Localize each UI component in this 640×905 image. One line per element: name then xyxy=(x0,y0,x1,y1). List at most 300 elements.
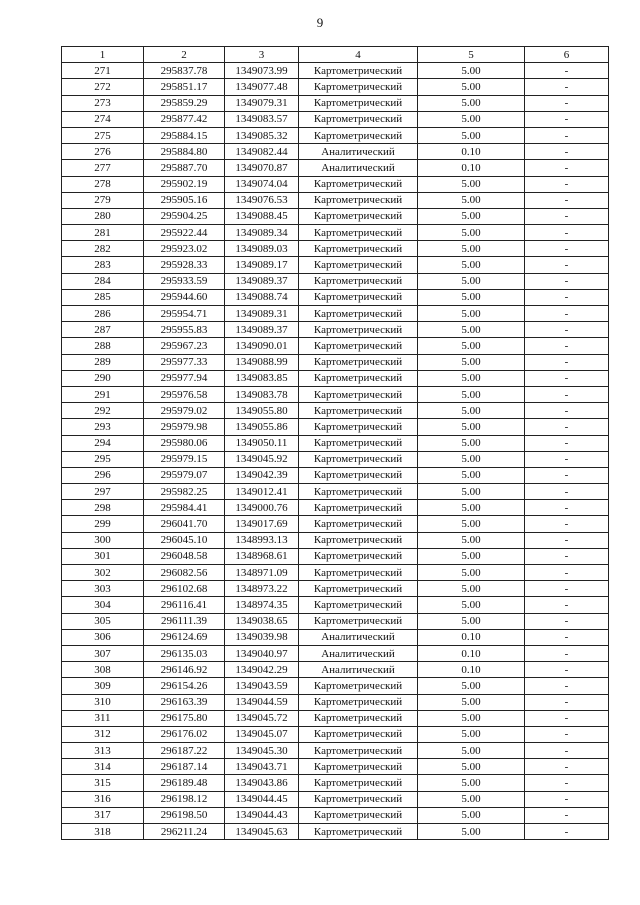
coord-x-cell: 295887.70 xyxy=(144,160,225,176)
coord-y-cell: 1349044.45 xyxy=(225,791,299,807)
note-cell: - xyxy=(525,273,609,289)
coord-x-cell: 295977.94 xyxy=(144,370,225,386)
column-header: 1 xyxy=(62,47,144,63)
accuracy-cell: 5.00 xyxy=(418,597,525,613)
accuracy-cell: 5.00 xyxy=(418,63,525,79)
coord-x-cell: 295954.71 xyxy=(144,306,225,322)
coord-x-cell: 295955.83 xyxy=(144,322,225,338)
table-row xyxy=(62,581,609,597)
coord-x-cell: 295933.59 xyxy=(144,273,225,289)
point-number-cell: 283 xyxy=(62,257,144,273)
point-number-cell: 304 xyxy=(62,597,144,613)
method-cell: Картометрический xyxy=(299,386,418,402)
coord-y-cell: 1349088.74 xyxy=(225,289,299,305)
method-cell: Картометрический xyxy=(299,176,418,192)
coord-y-cell: 1349070.87 xyxy=(225,160,299,176)
note-cell: - xyxy=(525,581,609,597)
method-cell: Картометрический xyxy=(299,208,418,224)
point-number-cell: 306 xyxy=(62,629,144,645)
table-row xyxy=(62,176,609,192)
note-cell: - xyxy=(525,759,609,775)
table-row xyxy=(62,484,609,500)
coord-y-cell: 1349017.69 xyxy=(225,516,299,532)
accuracy-cell: 5.00 xyxy=(418,370,525,386)
accuracy-cell: 5.00 xyxy=(418,516,525,532)
coord-x-cell: 296198.50 xyxy=(144,807,225,823)
coord-x-cell: 296045.10 xyxy=(144,532,225,548)
accuracy-cell: 5.00 xyxy=(418,111,525,127)
accuracy-cell: 0.10 xyxy=(418,662,525,678)
note-cell: - xyxy=(525,662,609,678)
coord-x-cell: 296102.68 xyxy=(144,581,225,597)
coord-y-cell: 1349082.44 xyxy=(225,144,299,160)
point-number-cell: 286 xyxy=(62,306,144,322)
method-cell: Картометрический xyxy=(299,127,418,143)
coord-y-cell: 1349083.57 xyxy=(225,111,299,127)
coord-x-cell: 295905.16 xyxy=(144,192,225,208)
coord-x-cell: 295923.02 xyxy=(144,241,225,257)
table-row xyxy=(62,95,609,111)
coord-y-cell: 1348968.61 xyxy=(225,548,299,564)
note-cell: - xyxy=(525,111,609,127)
note-cell: - xyxy=(525,613,609,629)
method-cell: Картометрический xyxy=(299,451,418,467)
coord-y-cell: 1349039.98 xyxy=(225,629,299,645)
point-number-cell: 317 xyxy=(62,807,144,823)
note-cell: - xyxy=(525,807,609,823)
coord-x-cell: 296135.03 xyxy=(144,645,225,661)
coord-y-cell: 1349043.59 xyxy=(225,678,299,694)
note-cell: - xyxy=(525,597,609,613)
note-cell: - xyxy=(525,678,609,694)
note-cell: - xyxy=(525,484,609,500)
coord-y-cell: 1349055.86 xyxy=(225,419,299,435)
accuracy-cell: 5.00 xyxy=(418,613,525,629)
table-row xyxy=(62,467,609,483)
coord-y-cell: 1349043.71 xyxy=(225,759,299,775)
coord-y-cell: 1349038.65 xyxy=(225,613,299,629)
point-number-cell: 272 xyxy=(62,79,144,95)
note-cell: - xyxy=(525,127,609,143)
point-number-cell: 271 xyxy=(62,63,144,79)
method-cell: Картометрический xyxy=(299,79,418,95)
column-header: 5 xyxy=(418,47,525,63)
table-row xyxy=(62,192,609,208)
method-cell: Картометрический xyxy=(299,403,418,419)
accuracy-cell: 5.00 xyxy=(418,95,525,111)
table-row xyxy=(62,338,609,354)
note-cell: - xyxy=(525,257,609,273)
point-number-cell: 281 xyxy=(62,225,144,241)
point-number-cell: 305 xyxy=(62,613,144,629)
point-number-cell: 274 xyxy=(62,111,144,127)
accuracy-cell: 5.00 xyxy=(418,176,525,192)
coord-x-cell: 295979.98 xyxy=(144,419,225,435)
coord-y-cell: 1349045.07 xyxy=(225,726,299,742)
point-number-cell: 311 xyxy=(62,710,144,726)
table-row xyxy=(62,403,609,419)
coord-y-cell: 1348993.13 xyxy=(225,532,299,548)
note-cell: - xyxy=(525,629,609,645)
table-row xyxy=(62,111,609,127)
coord-y-cell: 1349055.80 xyxy=(225,403,299,419)
accuracy-cell: 5.00 xyxy=(418,532,525,548)
coord-y-cell: 1349085.32 xyxy=(225,127,299,143)
method-cell: Картометрический xyxy=(299,354,418,370)
accuracy-cell: 5.00 xyxy=(418,694,525,710)
column-header: 2 xyxy=(144,47,225,63)
coord-x-cell: 295979.15 xyxy=(144,451,225,467)
page-number: 9 xyxy=(316,15,324,30)
coord-x-cell: 296187.14 xyxy=(144,759,225,775)
note-cell: - xyxy=(525,645,609,661)
point-number-cell: 296 xyxy=(62,467,144,483)
accuracy-cell: 5.00 xyxy=(418,743,525,759)
coord-x-cell: 296154.26 xyxy=(144,678,225,694)
table-row xyxy=(62,289,609,305)
accuracy-cell: 5.00 xyxy=(418,322,525,338)
note-cell: - xyxy=(525,775,609,791)
method-cell: Аналитический xyxy=(299,629,418,645)
coord-x-cell: 295979.02 xyxy=(144,403,225,419)
accuracy-cell: 5.00 xyxy=(418,678,525,694)
accuracy-cell: 5.00 xyxy=(418,79,525,95)
coord-y-cell: 1349012.41 xyxy=(225,484,299,500)
coord-x-cell: 295967.23 xyxy=(144,338,225,354)
coord-y-cell: 1349050.11 xyxy=(225,435,299,451)
coord-x-cell: 295980.06 xyxy=(144,435,225,451)
coord-x-cell: 296175.80 xyxy=(144,710,225,726)
accuracy-cell: 5.00 xyxy=(418,306,525,322)
note-cell: - xyxy=(525,791,609,807)
coord-x-cell: 296189.48 xyxy=(144,775,225,791)
accuracy-cell: 0.10 xyxy=(418,160,525,176)
point-number-cell: 316 xyxy=(62,791,144,807)
table-row xyxy=(62,516,609,532)
method-cell: Картометрический xyxy=(299,306,418,322)
coord-y-cell: 1349045.63 xyxy=(225,824,299,840)
coord-y-cell: 1349076.53 xyxy=(225,192,299,208)
coord-y-cell: 1349044.43 xyxy=(225,807,299,823)
note-cell: - xyxy=(525,500,609,516)
note-cell: - xyxy=(525,419,609,435)
method-cell: Картометрический xyxy=(299,241,418,257)
accuracy-cell: 5.00 xyxy=(418,726,525,742)
note-cell: - xyxy=(525,225,609,241)
table-row xyxy=(62,710,609,726)
accuracy-cell: 5.00 xyxy=(418,289,525,305)
coord-x-cell: 296048.58 xyxy=(144,548,225,564)
coord-x-cell: 296198.12 xyxy=(144,791,225,807)
column-header: 4 xyxy=(299,47,418,63)
method-cell: Картометрический xyxy=(299,565,418,581)
coord-x-cell: 295984.41 xyxy=(144,500,225,516)
coord-x-cell: 296111.39 xyxy=(144,613,225,629)
point-number-cell: 285 xyxy=(62,289,144,305)
accuracy-cell: 0.10 xyxy=(418,645,525,661)
note-cell: - xyxy=(525,710,609,726)
method-cell: Аналитический xyxy=(299,160,418,176)
coord-x-cell: 295976.58 xyxy=(144,386,225,402)
coord-y-cell: 1349045.30 xyxy=(225,743,299,759)
coord-x-cell: 295928.33 xyxy=(144,257,225,273)
method-cell: Аналитический xyxy=(299,662,418,678)
coord-y-cell: 1349043.86 xyxy=(225,775,299,791)
point-number-cell: 280 xyxy=(62,208,144,224)
note-cell: - xyxy=(525,451,609,467)
point-number-cell: 303 xyxy=(62,581,144,597)
point-number-cell: 302 xyxy=(62,565,144,581)
method-cell: Картометрический xyxy=(299,63,418,79)
method-cell: Картометрический xyxy=(299,581,418,597)
point-number-cell: 276 xyxy=(62,144,144,160)
coord-y-cell: 1349083.78 xyxy=(225,386,299,402)
table-row xyxy=(62,208,609,224)
table-row xyxy=(62,597,609,613)
coord-x-cell: 296211.24 xyxy=(144,824,225,840)
method-cell: Картометрический xyxy=(299,273,418,289)
column-header: 3 xyxy=(225,47,299,63)
coord-y-cell: 1349089.03 xyxy=(225,241,299,257)
method-cell: Картометрический xyxy=(299,775,418,791)
note-cell: - xyxy=(525,467,609,483)
table-row xyxy=(62,759,609,775)
point-number-cell: 294 xyxy=(62,435,144,451)
point-number-cell: 313 xyxy=(62,743,144,759)
note-cell: - xyxy=(525,338,609,354)
method-cell: Картометрический xyxy=(299,370,418,386)
note-cell: - xyxy=(525,386,609,402)
method-cell: Картометрический xyxy=(299,484,418,500)
point-number-cell: 309 xyxy=(62,678,144,694)
coord-y-cell: 1349089.34 xyxy=(225,225,299,241)
point-number-cell: 310 xyxy=(62,694,144,710)
table-row xyxy=(62,273,609,289)
accuracy-cell: 5.00 xyxy=(418,338,525,354)
method-cell: Картометрический xyxy=(299,726,418,742)
table-row xyxy=(62,419,609,435)
point-number-cell: 292 xyxy=(62,403,144,419)
method-cell: Картометрический xyxy=(299,759,418,775)
coord-y-cell: 1349044.59 xyxy=(225,694,299,710)
note-cell: - xyxy=(525,95,609,111)
method-cell: Картометрический xyxy=(299,516,418,532)
table-row xyxy=(62,241,609,257)
point-number-cell: 290 xyxy=(62,370,144,386)
accuracy-cell: 5.00 xyxy=(418,273,525,289)
coord-y-cell: 1349000.76 xyxy=(225,500,299,516)
method-cell: Картометрический xyxy=(299,322,418,338)
accuracy-cell: 5.00 xyxy=(418,581,525,597)
accuracy-cell: 5.00 xyxy=(418,759,525,775)
coord-x-cell: 296176.02 xyxy=(144,726,225,742)
coordinates-table xyxy=(61,46,609,840)
coord-y-cell: 1348973.22 xyxy=(225,581,299,597)
accuracy-cell: 5.00 xyxy=(418,467,525,483)
accuracy-cell: 5.00 xyxy=(418,208,525,224)
accuracy-cell: 5.00 xyxy=(418,565,525,581)
accuracy-cell: 5.00 xyxy=(418,824,525,840)
note-cell: - xyxy=(525,63,609,79)
accuracy-cell: 5.00 xyxy=(418,775,525,791)
table-row xyxy=(62,144,609,160)
point-number-cell: 273 xyxy=(62,95,144,111)
table-row xyxy=(62,532,609,548)
point-number-cell: 301 xyxy=(62,548,144,564)
coord-x-cell: 295904.25 xyxy=(144,208,225,224)
table-row xyxy=(62,743,609,759)
coord-x-cell: 295979.07 xyxy=(144,467,225,483)
accuracy-cell: 5.00 xyxy=(418,225,525,241)
method-cell: Картометрический xyxy=(299,824,418,840)
method-cell: Картометрический xyxy=(299,338,418,354)
table-row xyxy=(62,500,609,516)
method-cell: Картометрический xyxy=(299,743,418,759)
method-cell: Картометрический xyxy=(299,192,418,208)
coord-x-cell: 295859.29 xyxy=(144,95,225,111)
note-cell: - xyxy=(525,176,609,192)
accuracy-cell: 5.00 xyxy=(418,192,525,208)
accuracy-cell: 5.00 xyxy=(418,484,525,500)
coord-x-cell: 295944.60 xyxy=(144,289,225,305)
coord-x-cell: 295884.80 xyxy=(144,144,225,160)
table-row xyxy=(62,225,609,241)
note-cell: - xyxy=(525,306,609,322)
method-cell: Картометрический xyxy=(299,289,418,305)
method-cell: Картометрический xyxy=(299,111,418,127)
coord-y-cell: 1349042.39 xyxy=(225,467,299,483)
accuracy-cell: 5.00 xyxy=(418,500,525,516)
table-row xyxy=(62,726,609,742)
table-row xyxy=(62,306,609,322)
coord-y-cell: 1349073.99 xyxy=(225,63,299,79)
accuracy-cell: 0.10 xyxy=(418,629,525,645)
table-row xyxy=(62,160,609,176)
coord-x-cell: 296116.41 xyxy=(144,597,225,613)
method-cell: Картометрический xyxy=(299,791,418,807)
table-row xyxy=(62,370,609,386)
method-cell: Картометрический xyxy=(299,678,418,694)
accuracy-cell: 0.10 xyxy=(418,144,525,160)
coord-y-cell: 1349074.04 xyxy=(225,176,299,192)
coord-x-cell: 296187.22 xyxy=(144,743,225,759)
method-cell: Картометрический xyxy=(299,597,418,613)
note-cell: - xyxy=(525,743,609,759)
coord-y-cell: 1349083.85 xyxy=(225,370,299,386)
note-cell: - xyxy=(525,516,609,532)
table-header-row xyxy=(62,47,609,63)
accuracy-cell: 5.00 xyxy=(418,354,525,370)
method-cell: Картометрический xyxy=(299,419,418,435)
note-cell: - xyxy=(525,726,609,742)
table-row xyxy=(62,791,609,807)
method-cell: Картометрический xyxy=(299,435,418,451)
accuracy-cell: 5.00 xyxy=(418,710,525,726)
note-cell: - xyxy=(525,694,609,710)
note-cell: - xyxy=(525,192,609,208)
coord-y-cell: 1349045.72 xyxy=(225,710,299,726)
method-cell: Картометрический xyxy=(299,225,418,241)
table-row xyxy=(62,824,609,840)
point-number-cell: 307 xyxy=(62,645,144,661)
table-row xyxy=(62,354,609,370)
note-cell: - xyxy=(525,548,609,564)
coord-y-cell: 1349088.45 xyxy=(225,208,299,224)
point-number-cell: 297 xyxy=(62,484,144,500)
table-row xyxy=(62,127,609,143)
coord-x-cell: 296146.92 xyxy=(144,662,225,678)
point-number-cell: 279 xyxy=(62,192,144,208)
note-cell: - xyxy=(525,370,609,386)
method-cell: Картометрический xyxy=(299,548,418,564)
accuracy-cell: 5.00 xyxy=(418,791,525,807)
point-number-cell: 291 xyxy=(62,386,144,402)
table-body xyxy=(62,63,609,840)
note-cell: - xyxy=(525,532,609,548)
accuracy-cell: 5.00 xyxy=(418,807,525,823)
coord-y-cell: 1349040.97 xyxy=(225,645,299,661)
point-number-cell: 287 xyxy=(62,322,144,338)
point-number-cell: 289 xyxy=(62,354,144,370)
note-cell: - xyxy=(525,241,609,257)
method-cell: Картометрический xyxy=(299,467,418,483)
method-cell: Картометрический xyxy=(299,710,418,726)
coord-x-cell: 295902.19 xyxy=(144,176,225,192)
table-row xyxy=(62,678,609,694)
point-number-cell: 288 xyxy=(62,338,144,354)
note-cell: - xyxy=(525,144,609,160)
note-cell: - xyxy=(525,160,609,176)
table-row xyxy=(62,548,609,564)
table-row xyxy=(62,386,609,402)
coord-y-cell: 1349079.31 xyxy=(225,95,299,111)
point-number-cell: 318 xyxy=(62,824,144,840)
method-cell: Картометрический xyxy=(299,613,418,629)
method-cell: Аналитический xyxy=(299,144,418,160)
note-cell: - xyxy=(525,208,609,224)
accuracy-cell: 5.00 xyxy=(418,435,525,451)
coord-y-cell: 1349089.17 xyxy=(225,257,299,273)
coord-y-cell: 1348971.09 xyxy=(225,565,299,581)
coord-x-cell: 295982.25 xyxy=(144,484,225,500)
accuracy-cell: 5.00 xyxy=(418,403,525,419)
note-cell: - xyxy=(525,824,609,840)
method-cell: Картометрический xyxy=(299,95,418,111)
point-number-cell: 275 xyxy=(62,127,144,143)
table-row xyxy=(62,629,609,645)
table-row xyxy=(62,63,609,79)
point-number-cell: 315 xyxy=(62,775,144,791)
coord-y-cell: 1349077.48 xyxy=(225,79,299,95)
coord-y-cell: 1348974.35 xyxy=(225,597,299,613)
coord-x-cell: 296124.69 xyxy=(144,629,225,645)
table-row xyxy=(62,257,609,273)
table-row xyxy=(62,322,609,338)
coord-y-cell: 1349089.37 xyxy=(225,322,299,338)
table-row xyxy=(62,694,609,710)
table-row xyxy=(62,775,609,791)
column-header: 6 xyxy=(525,47,609,63)
point-number-cell: 298 xyxy=(62,500,144,516)
coord-y-cell: 1349089.37 xyxy=(225,273,299,289)
note-cell: - xyxy=(525,289,609,305)
point-number-cell: 308 xyxy=(62,662,144,678)
table-row xyxy=(62,613,609,629)
coord-y-cell: 1349045.92 xyxy=(225,451,299,467)
coord-y-cell: 1349089.31 xyxy=(225,306,299,322)
note-cell: - xyxy=(525,354,609,370)
method-cell: Аналитический xyxy=(299,645,418,661)
